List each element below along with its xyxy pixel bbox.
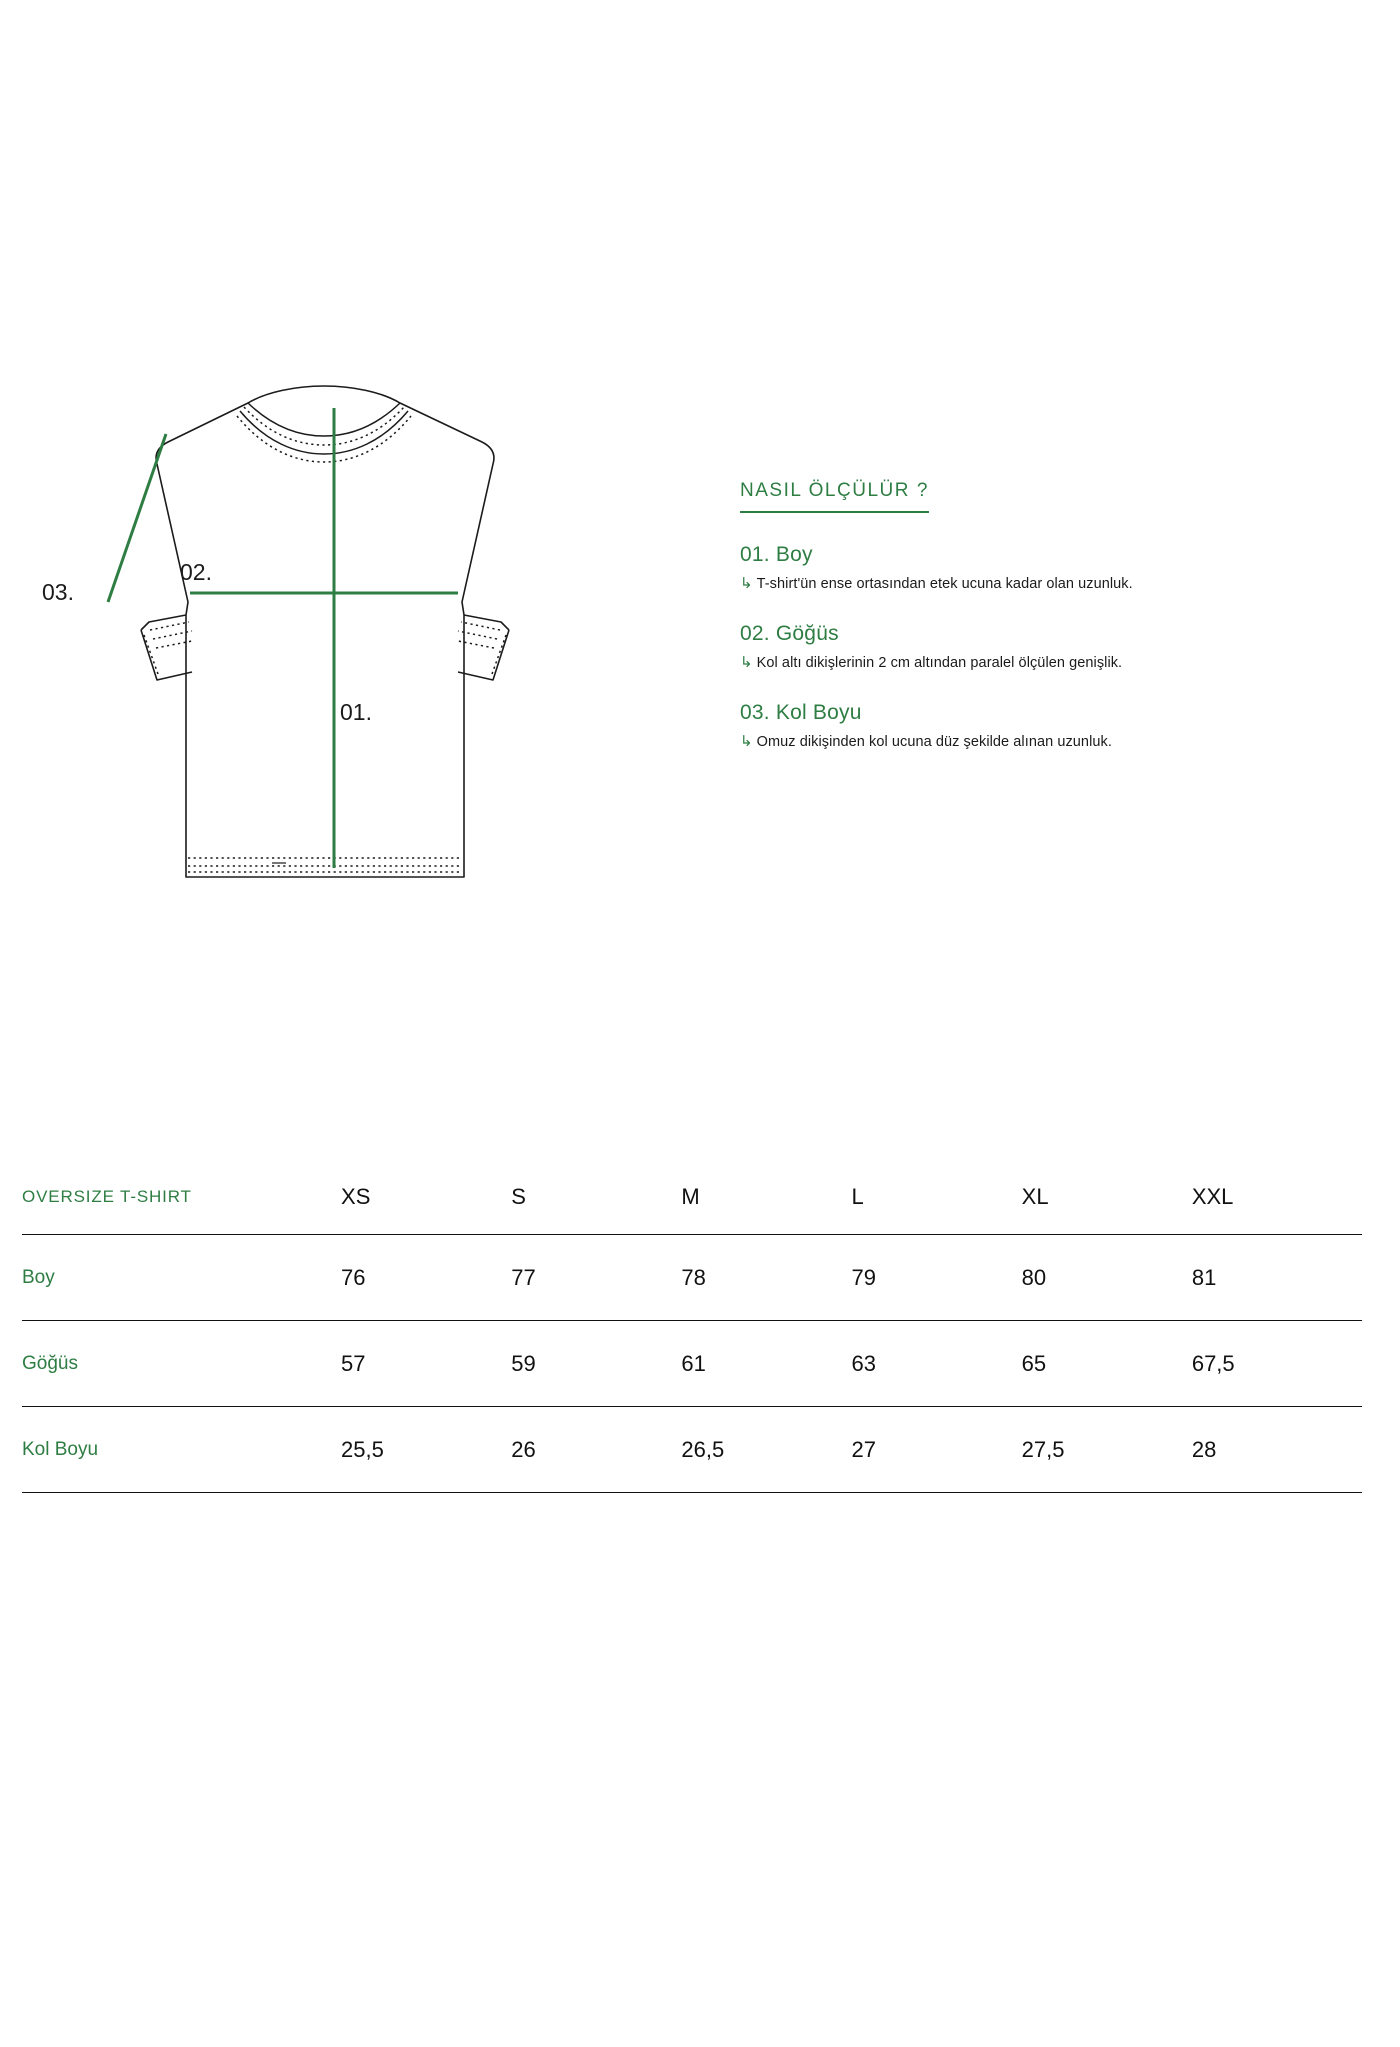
size-header-s: S: [511, 1184, 526, 1209]
measure-item-sleeve-text: Omuz dikişinden kol ucuna düz şekilde alınan uzunluk.: [756, 734, 1112, 750]
table-row: [22, 1407, 1362, 1493]
cell-boy-xxl: 81: [1191, 1264, 1217, 1290]
table-header-row: [22, 1160, 1362, 1235]
measure-item-sleeve: [740, 701, 1340, 750]
cell-boy-s: 77: [511, 1264, 536, 1290]
cell-gogus-l: 63: [851, 1350, 876, 1376]
measure-item-sleeve-head: 03. Kol Boyu: [740, 701, 862, 724]
cell-boy-l: 79: [851, 1264, 876, 1290]
size-header-xs: XS: [341, 1184, 371, 1209]
label-01: 01.: [340, 699, 372, 725]
measure-item-chest-head: 02. Göğüs: [740, 622, 839, 645]
measure-item-chest-text: Kol altı dikişlerinin 2 cm altından paralel ölçülen genişlik.: [756, 655, 1123, 671]
measure-item-chest-desc: [740, 653, 1340, 671]
arrow-icon: ↳: [740, 733, 753, 750]
cell-kol-l: 27: [851, 1436, 876, 1462]
measure-item-length-desc: [740, 574, 1340, 592]
cell-gogus-xxl: 67,5: [1191, 1350, 1235, 1376]
size-header-xl: XL: [1021, 1184, 1049, 1209]
measure-item-length-head: 01. Boy: [740, 543, 813, 566]
cell-boy-xs: 76: [341, 1264, 366, 1290]
measure-item-length-text: T-shirt'ün ense ortasından etek ucuna kadar olan uzunluk.: [756, 576, 1133, 592]
how-to-measure-title: NASIL ÖLÇÜLÜR ?: [740, 480, 929, 513]
label-02: 02.: [180, 559, 212, 585]
cell-kol-s: 26: [511, 1436, 536, 1462]
measure-item-sleeve-desc: [740, 732, 1340, 750]
row-label-gogus: Göğüs: [22, 1321, 341, 1407]
sleeve-hem-stitching: [144, 622, 506, 674]
size-table-wrapper: [22, 1160, 1362, 1493]
cell-boy-xl: 80: [1021, 1264, 1047, 1290]
cell-boy-m: 78: [681, 1264, 706, 1290]
size-table-title: OVERSIZE T-SHIRT: [22, 1160, 341, 1235]
label-03: 03.: [42, 579, 74, 605]
measure-item-chest: [740, 622, 1340, 671]
measure-item-length: [740, 543, 1340, 592]
cell-gogus-xs: 57: [341, 1350, 366, 1376]
cell-kol-xxl: 28: [1191, 1436, 1217, 1462]
collar: [240, 403, 408, 454]
row-label-boy: Boy: [22, 1235, 341, 1321]
tshirt-diagram: [40, 380, 660, 940]
bottom-hem-stitching: [188, 858, 462, 872]
cell-gogus-xl: 65: [1021, 1350, 1047, 1376]
cell-kol-xs: 25,5: [341, 1436, 384, 1462]
arrow-icon: ↳: [740, 575, 753, 592]
table-row: [22, 1321, 1362, 1407]
row-label-kol-boyu: Kol Boyu: [22, 1407, 341, 1493]
tshirt-outline: [141, 386, 509, 877]
cell-gogus-s: 59: [511, 1350, 536, 1376]
cell-gogus-m: 61: [681, 1350, 706, 1376]
size-header-m: M: [681, 1184, 700, 1209]
table-row: [22, 1235, 1362, 1321]
size-header-l: L: [851, 1184, 864, 1209]
size-table-head: [22, 1160, 1362, 1235]
how-to-measure-section: [740, 480, 1340, 750]
size-header-xxl: XXL: [1191, 1184, 1234, 1209]
cell-kol-m: 26,5: [681, 1436, 725, 1462]
size-table: [22, 1160, 1362, 1493]
cell-kol-xl: 27,5: [1021, 1436, 1065, 1462]
measure-sleeve-line: [108, 434, 166, 602]
size-table-body: [22, 1235, 1362, 1493]
arrow-icon: ↳: [740, 654, 753, 671]
